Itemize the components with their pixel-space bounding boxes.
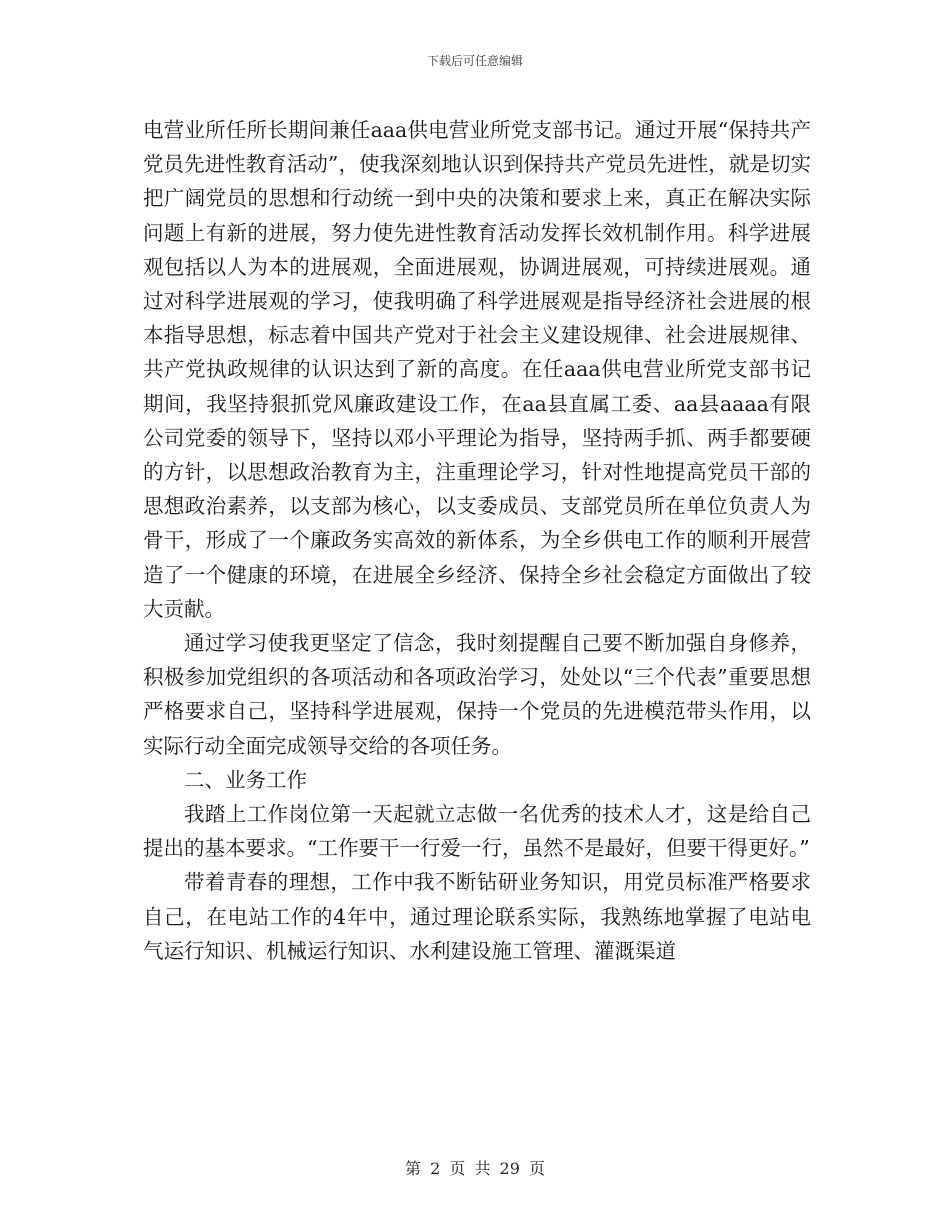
page-number: 第 2 页 共 29 页 (405, 1159, 545, 1178)
section-heading-business: 二、业务工作 (184, 767, 307, 792)
paragraph-3: 我踏上工作岗位第一天起就立志做一名优秀的技术人才，这是给自己提出的基本要求。“工作要干一行爱一行，虽然不是最好，但要干得更好。” (143, 802, 811, 861)
paragraph-2: 通过学习使我更坚定了信念，我时刻提醒自己要不断加强自身修养，积极参加党组织的各项活动和各项政治学习，处处以“三个代表”重要思想严格要求自己，坚持科学进展观，保持一个党员的先进模范带头作用，以实际行动全面完成领导交给的各项任务。 (143, 631, 811, 758)
paragraph-4: 带着青春的理想，工作中我不断钻研业务知识，用党员标准严格要求自己，在电站工作的4年中，通过理论联系实际，我熟练地掌握了电站电气运行知识、机械运行知识、水利建设施工管理、灌溉渠道 (143, 870, 811, 963)
page-header: 下载后可任意编辑 (426, 54, 523, 68)
document-body (143, 113, 811, 968)
paragraph-1: 电营业所任所长期间兼任aaa供电营业所党支部书记。通过开展“保持共产党员先进性教育活动”，使我深刻地认识到保持共产党员先进性，就是切实把广阔党员的思想和行动统一到中央的决策和要求上来，真正在解决实际问题上有新的进展，努力使先进性教育活动发挥长效机制作用。科学进展观包括以人为本的进展观，全面进展观，协调进展观，可持续进展观。通过对科学进展观的学习，使我明确了科学进展观是指导经济社会进展的根本指导思想，标志着中国共产党对于社会主义建设规律、社会进展规律、共产党执政规律的认识达到了新的高度。在任aaa供电营业所党支部书记期间，我坚持狠抓党风廉政建设工作，在aa县直属工委、aa县aaaa有限公司党委的领导下，坚持以邓小平理论为指导，坚持两手抓、两手都要硬的方针，以思想政治教育为主，注重理论学习，针对性地提高党员干部的思想政治素养，以支部为核心，以支委成员、支部党员所在单位负责人为骨干，形成了一个廉政务实高效的新体系，为全乡供电工作的顺利开展营造了一个健康的环境，在进展全乡经济、保持全乡社会稳定方面做出了较大贡献。 (143, 118, 811, 621)
